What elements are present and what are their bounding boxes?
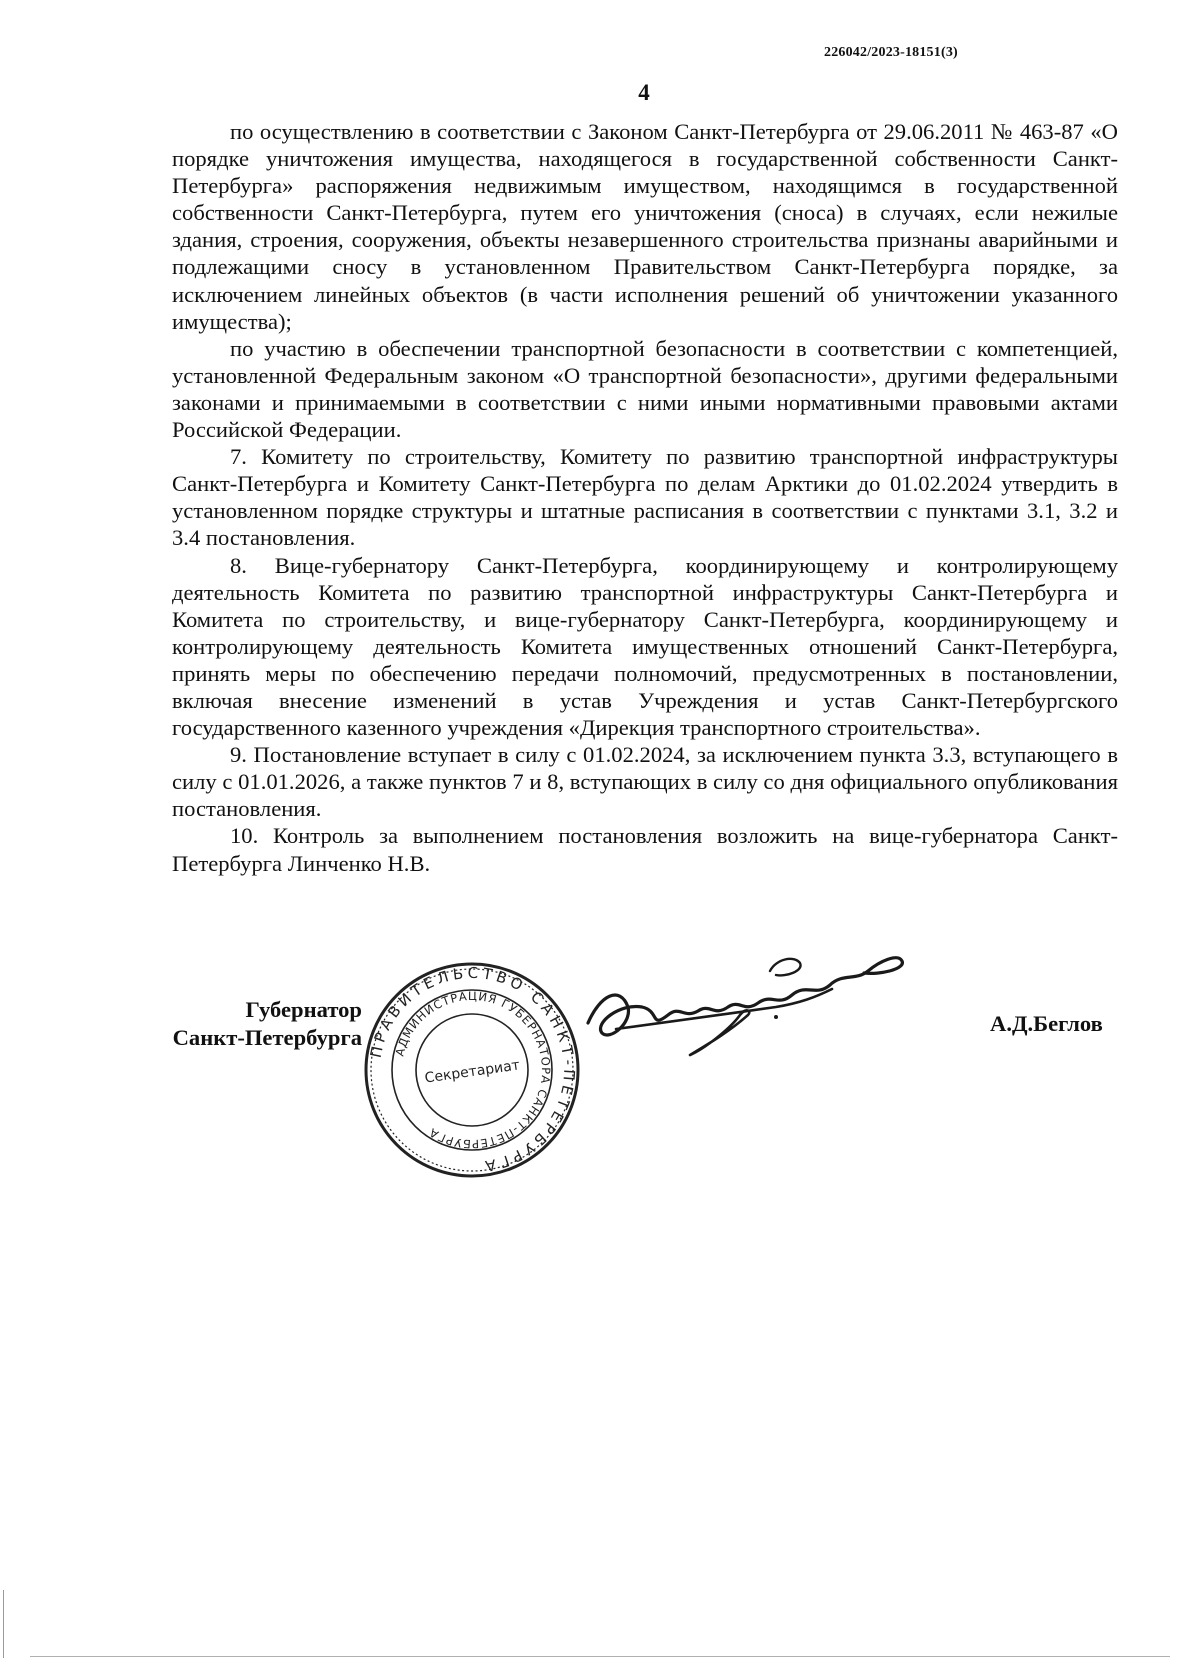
handwritten-signature: [580, 945, 910, 1065]
signatory-title-line2: Санкт-Петербурга: [172, 1025, 362, 1050]
signatory-name: А.Д.Беглов: [990, 1011, 1103, 1036]
signatory-title-line1: Губернатор: [245, 997, 362, 1022]
signatory-title: [172, 996, 362, 1052]
scan-edge-bottom: [30, 1656, 1170, 1657]
paragraph-demolition-powers: по осуществлению в соответствии с Законом Санкт-Петербурга от 29.06.2011 № 463-87 «О порядке уничтожения имущества, находящегося в государственной собственности Санкт-Петербурга» распоряжения недвижимым имуществом, находящимся в государственной собственности Санкт-Петербурга, путем его уничтожения (сноса) в случаях, если нежилые здания, строения, сооружения, объекты незавершенного строительства признаны аварийными и подлежащими сносу в установленном Правительством Санкт-Петербурга порядке, за исключением линейных объектов (в части исполнения решений об уничтожении указанного имущества);: [172, 119, 1118, 334]
page-number: 4: [638, 80, 650, 105]
paragraph-item-8: 8. Вице-губернатору Санкт-Петербурга, координирующему и контролирующему деятельность Комитета по развитию транспортной инфраструктуры Санкт-Петербурга и Комитета по строительству, и вице-губернатору Санкт-Петербурга, координирующему и контролирующему деятельность Комитета имущественных отношений Санкт-Петербурга, принять меры по обеспечению передачи полномочий, предусмотренных в постановлении, включая внесение изменений в устав Учреждения и устав Санкт-Петербургского государственного казенного учреждения «Дирекция транспортного строительства».: [172, 552, 1118, 741]
seal-inner-text: АДМИНИСТРАЦИЯ ГУБЕРНАТОРА САНКТ-ПЕТЕРБУРГА: [392, 988, 554, 1152]
seal-center-text: Секретариат: [423, 1057, 521, 1087]
paragraph-transport-security: по участию в обеспечении транспортной безопасности в соответствии с компетенцией, установленной Федеральным законом «О транспортной безопасности», другими федеральными законами и принимаемыми в соответствии с ними иными нормативными правовыми актами Российской Федерации.: [172, 335, 1118, 443]
seal-outer-text: ПРАВИТЕЛЬСТВО САНКТ-ПЕТЕРБУРГА: [366, 963, 579, 1176]
scan-edge-left: [3, 1590, 4, 1658]
paragraph-item-10: 10. Контроль за выполнением постановления возложить на вице-губернатора Санкт-Петербурга Линченко Н.В.: [172, 823, 1118, 876]
document-body: [172, 118, 1118, 877]
paragraph-item-7: 7. Комитету по строительству, Комитету по развитию транспортной инфраструктуры Санкт-Петербурга и Комитету Санкт-Петербурга по делам Арктики до 01.02.2024 утвердить в установленном порядке структуры и штатные расписания в соответствии с пунктами 3.1, 3.2 и 3.4 постановления.: [172, 444, 1118, 551]
document-number: 226042/2023-18151(3): [824, 45, 958, 60]
official-seal-stamp: [362, 960, 582, 1180]
paragraph-item-9: 9. Постановление вступает в силу с 01.02.2024, за исключением пункта 3.3, вступающего в силу с 01.01.2026, а также пунктов 7 и 8, вступающих в силу со дня официального опубликования постановления.: [172, 742, 1118, 822]
